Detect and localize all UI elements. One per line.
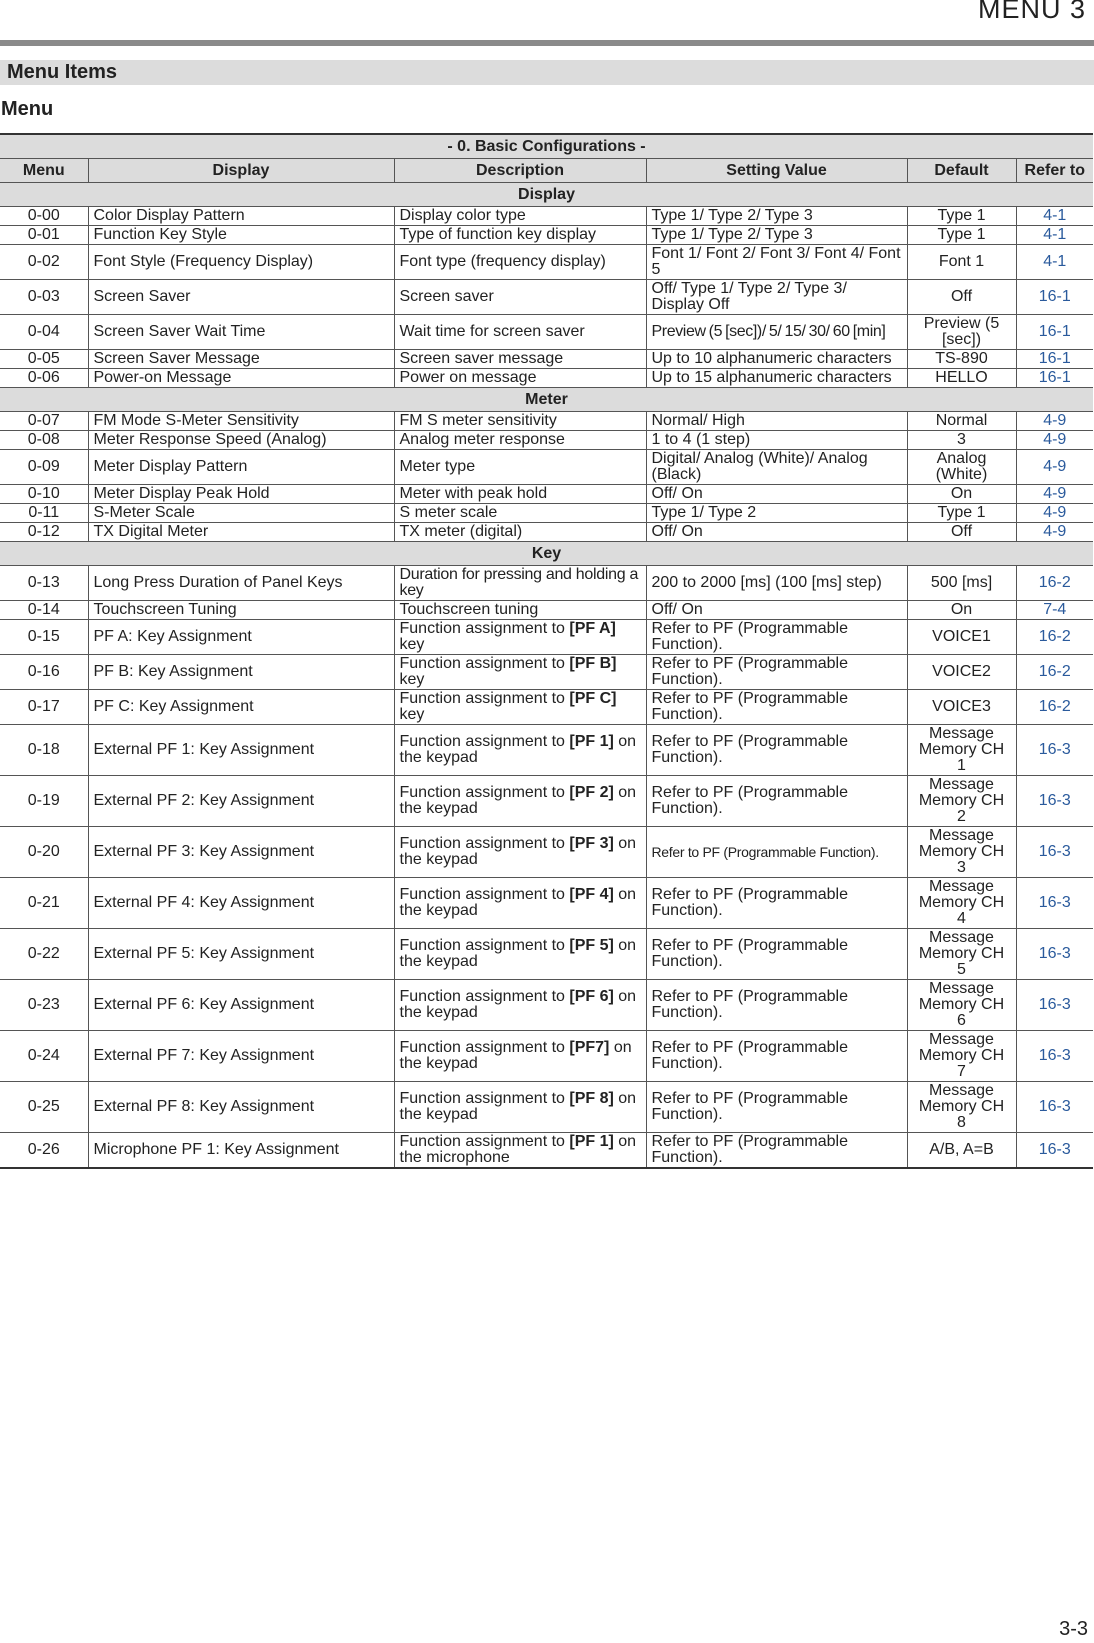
menu-number: 0-12 (0, 523, 88, 542)
table-row (0, 690, 1093, 725)
default-value: TS-890 (907, 350, 1016, 369)
description (394, 655, 646, 690)
default-value: VOICE3 (907, 690, 1016, 725)
table-title: - 0. Basic Configurations - (0, 134, 1093, 159)
refer-to-link[interactable]: 4-9 (1016, 485, 1093, 504)
display-name: External PF 7: Key Assignment (88, 1031, 394, 1082)
description (394, 878, 646, 929)
section-title: Menu Items (7, 61, 118, 83)
description-text: Function assignment to (399, 937, 570, 954)
group-header-row (0, 183, 1093, 207)
menu-number: 0-17 (0, 690, 88, 725)
description-text: Function assignment to (399, 784, 570, 801)
description: Meter with peak hold (394, 485, 646, 504)
refer-to-link[interactable]: 16-3 (1016, 929, 1093, 980)
menu-number: 0-09 (0, 450, 88, 485)
menu-number: 0-23 (0, 980, 88, 1031)
refer-to-link[interactable]: 4-1 (1016, 207, 1093, 226)
key-name: [PF 8] (569, 1090, 614, 1107)
refer-to-link[interactable]: 16-1 (1016, 350, 1093, 369)
description-text: key (399, 706, 425, 723)
default-value: Preview (5 [sec]) (907, 315, 1016, 350)
refer-to-link[interactable]: 16-1 (1016, 369, 1093, 388)
display-name: Touchscreen Tuning (88, 601, 394, 620)
setting-value: Refer to PF (Programmable Function). (646, 1082, 907, 1133)
default-value: On (907, 485, 1016, 504)
table-row (0, 1133, 1093, 1169)
table-row (0, 1031, 1093, 1082)
setting-value: Type 1/ Type 2/ Type 3 (646, 226, 907, 245)
description (394, 1031, 646, 1082)
refer-to-link[interactable]: 16-3 (1016, 1031, 1093, 1082)
menu-number: 0-11 (0, 504, 88, 523)
menu-number: 0-03 (0, 280, 88, 315)
display-name: FM Mode S-Meter Sensitivity (88, 412, 394, 431)
description-text: Function assignment to (399, 733, 570, 750)
display-name: External PF 8: Key Assignment (88, 1082, 394, 1133)
menu-number: 0-19 (0, 776, 88, 827)
description: FM S meter sensitivity (394, 412, 646, 431)
setting-value: Refer to PF (Programmable Function). (646, 655, 907, 690)
group-header: Display (0, 183, 1093, 207)
setting-value: Preview (5 [sec])/ 5/ 15/ 30/ 60 [min] (646, 315, 907, 350)
display-name: S-Meter Scale (88, 504, 394, 523)
menu-number: 0-10 (0, 485, 88, 504)
refer-to-link[interactable]: 16-3 (1016, 776, 1093, 827)
description: Screen saver (394, 280, 646, 315)
key-name: [PF 6] (569, 988, 614, 1005)
table-row (0, 827, 1093, 878)
display-name: PF C: Key Assignment (88, 690, 394, 725)
description-text: Function assignment to (399, 690, 570, 707)
description-text: Function assignment to (399, 655, 570, 672)
table-row (0, 350, 1093, 369)
menu-number: 0-16 (0, 655, 88, 690)
menu-number: 0-24 (0, 1031, 88, 1082)
refer-to-link[interactable]: 16-3 (1016, 878, 1093, 929)
description-text: Function assignment to (399, 835, 570, 852)
display-name: TX Digital Meter (88, 523, 394, 542)
description-text: on the keypad (399, 1090, 637, 1123)
refer-to-link[interactable]: 16-3 (1016, 725, 1093, 776)
default-value: Message Memory CH 3 (907, 827, 1016, 878)
display-name: Power-on Message (88, 369, 394, 388)
setting-value: Normal/ High (646, 412, 907, 431)
menu-number: 0-01 (0, 226, 88, 245)
display-name: Screen Saver Message (88, 350, 394, 369)
table-row (0, 245, 1093, 280)
description-text: on the keypad (399, 733, 637, 766)
refer-to-link[interactable]: 7-4 (1016, 601, 1093, 620)
menu-number: 0-25 (0, 1082, 88, 1133)
description-text: on the keypad (399, 988, 637, 1021)
key-name: [PF 2] (569, 784, 614, 801)
default-value: Message Memory CH 7 (907, 1031, 1016, 1082)
display-name: External PF 6: Key Assignment (88, 980, 394, 1031)
header-rule (0, 40, 1094, 46)
setting-value: Refer to PF (Programmable Function). (646, 980, 907, 1031)
setting-value: Refer to PF (Programmable Function). (646, 725, 907, 776)
default-value: Off (907, 280, 1016, 315)
group-header-row (0, 542, 1093, 566)
default-value: VOICE2 (907, 655, 1016, 690)
refer-to-link[interactable]: 16-3 (1016, 1082, 1093, 1133)
refer-to-link[interactable]: 4-1 (1016, 226, 1093, 245)
description: Power on message (394, 369, 646, 388)
display-name: External PF 3: Key Assignment (88, 827, 394, 878)
description: Display color type (394, 207, 646, 226)
description (394, 725, 646, 776)
description: Duration for pressing and holding a key (394, 566, 646, 601)
default-value: Type 1 (907, 504, 1016, 523)
table-row (0, 280, 1093, 315)
refer-to-link[interactable]: 4-9 (1016, 523, 1093, 542)
menu-number: 0-07 (0, 412, 88, 431)
refer-to-link[interactable]: 16-1 (1016, 315, 1093, 350)
group-header-row (0, 388, 1093, 412)
description (394, 929, 646, 980)
setting-value: Refer to PF (Programmable Function). (646, 827, 907, 878)
menu-number: 0-22 (0, 929, 88, 980)
key-name: [PF 3] (569, 835, 614, 852)
table-title-row (0, 134, 1093, 159)
menu-number: 0-15 (0, 620, 88, 655)
description: Meter type (394, 450, 646, 485)
description-text: Function assignment to (399, 1090, 570, 1107)
description-text: on the keypad (399, 835, 637, 868)
default-value: HELLO (907, 369, 1016, 388)
refer-to-link[interactable]: 16-3 (1016, 827, 1093, 878)
menu-number: 0-14 (0, 601, 88, 620)
menu-number: 0-06 (0, 369, 88, 388)
refer-to-link[interactable]: 16-2 (1016, 690, 1093, 725)
description-text: Function assignment to (399, 620, 570, 637)
key-name: [PF 1] (569, 1133, 614, 1150)
menu-number: 0-08 (0, 431, 88, 450)
display-name: External PF 4: Key Assignment (88, 878, 394, 929)
display-name: Meter Display Peak Hold (88, 485, 394, 504)
refer-to-link[interactable]: 16-2 (1016, 566, 1093, 601)
setting-value: Up to 15 alphanumeric characters (646, 369, 907, 388)
table-row (0, 226, 1093, 245)
table-row (0, 207, 1093, 226)
page-number: 3-3 (1059, 1618, 1088, 1640)
default-value: Type 1 (907, 207, 1016, 226)
display-name: Meter Display Pattern (88, 450, 394, 485)
setting-value: Refer to PF (Programmable Function). (646, 1031, 907, 1082)
description-text: on the keypad (399, 1039, 632, 1072)
refer-to-link[interactable]: 4-9 (1016, 504, 1093, 523)
table-row (0, 504, 1093, 523)
setting-value: 1 to 4 (1 step) (646, 431, 907, 450)
display-name: Microphone PF 1: Key Assignment (88, 1133, 394, 1169)
column-header: Setting Value (646, 159, 907, 183)
display-name: External PF 5: Key Assignment (88, 929, 394, 980)
column-header-row (0, 159, 1093, 183)
chapter-title: MENU 3 (977, 0, 1086, 24)
default-value: Message Memory CH 4 (907, 878, 1016, 929)
display-name: Color Display Pattern (88, 207, 394, 226)
setting-value: 200 to 2000 [ms] (100 [ms] step) (646, 566, 907, 601)
key-name: [PF7] (569, 1039, 610, 1056)
refer-to-link[interactable]: 16-3 (1016, 980, 1093, 1031)
table-row (0, 601, 1093, 620)
menu-number: 0-26 (0, 1133, 88, 1169)
description: Font type (frequency display) (394, 245, 646, 280)
default-value: On (907, 601, 1016, 620)
table-row (0, 980, 1093, 1031)
table-row (0, 450, 1093, 485)
subheading: Menu (1, 98, 54, 120)
description (394, 690, 646, 725)
default-value: Font 1 (907, 245, 1016, 280)
column-header: Display (88, 159, 394, 183)
column-header: Refer to (1016, 159, 1093, 183)
default-value: Message Memory CH 6 (907, 980, 1016, 1031)
refer-to-link[interactable]: 4-9 (1016, 450, 1093, 485)
table-row (0, 929, 1093, 980)
setting-value: Off/ On (646, 485, 907, 504)
description-text: on the keypad (399, 937, 637, 970)
default-value: Message Memory CH 5 (907, 929, 1016, 980)
description: Screen saver message (394, 350, 646, 369)
table-row (0, 315, 1093, 350)
key-name: [PF 5] (569, 937, 614, 954)
table-row (0, 566, 1093, 601)
description: Analog meter response (394, 431, 646, 450)
setting-value: Off/ Type 1/ Type 2/ Type 3/ Display Off (646, 280, 907, 315)
table-row (0, 523, 1093, 542)
display-name: Screen Saver (88, 280, 394, 315)
setting-value: Digital/ Analog (White)/ Analog (Black) (646, 450, 907, 485)
setting-value: Refer to PF (Programmable Function). (646, 690, 907, 725)
display-name: Long Press Duration of Panel Keys (88, 566, 394, 601)
description-text: Function assignment to (399, 1133, 570, 1150)
table-row (0, 431, 1093, 450)
default-value: Message Memory CH 2 (907, 776, 1016, 827)
description (394, 827, 646, 878)
setting-value: Refer to PF (Programmable Function). (646, 620, 907, 655)
description-text: on the microphone (399, 1133, 637, 1166)
default-value: 500 [ms] (907, 566, 1016, 601)
section-bar (0, 60, 1094, 85)
display-name: Screen Saver Wait Time (88, 315, 394, 350)
description (394, 1133, 646, 1169)
description (394, 1082, 646, 1133)
setting-value: Type 1/ Type 2 (646, 504, 907, 523)
table-row (0, 655, 1093, 690)
description-text: Function assignment to (399, 988, 570, 1005)
key-name: [PF 1] (569, 733, 614, 750)
description-text: on the keypad (399, 886, 637, 919)
description (394, 620, 646, 655)
setting-value: Type 1/ Type 2/ Type 3 (646, 207, 907, 226)
group-header: Meter (0, 388, 1093, 412)
default-value: Normal (907, 412, 1016, 431)
group-header: Key (0, 542, 1093, 566)
table-row (0, 485, 1093, 504)
menu-table (0, 133, 1093, 1169)
table-row (0, 725, 1093, 776)
setting-value: Refer to PF (Programmable Function). (646, 929, 907, 980)
setting-value: Off/ On (646, 523, 907, 542)
description-text: on the keypad (399, 784, 637, 817)
description: Type of function key display (394, 226, 646, 245)
table-row (0, 878, 1093, 929)
menu-number: 0-02 (0, 245, 88, 280)
key-name: [PF A] (569, 620, 616, 637)
key-name: [PF 4] (569, 886, 614, 903)
setting-value: Refer to PF (Programmable Function). (646, 878, 907, 929)
display-name: Font Style (Frequency Display) (88, 245, 394, 280)
description-text: key (399, 671, 425, 688)
display-name: Function Key Style (88, 226, 394, 245)
menu-number: 0-05 (0, 350, 88, 369)
description: TX meter (digital) (394, 523, 646, 542)
key-name: [PF B] (569, 655, 617, 672)
default-value: 3 (907, 431, 1016, 450)
default-value: Off (907, 523, 1016, 542)
setting-value: Up to 10 alphanumeric characters (646, 350, 907, 369)
display-name: External PF 1: Key Assignment (88, 725, 394, 776)
setting-value: Refer to PF (Programmable Function). (646, 1133, 907, 1169)
table-row (0, 1082, 1093, 1133)
column-header: Default (907, 159, 1016, 183)
refer-to-link[interactable]: 4-9 (1016, 412, 1093, 431)
table-row (0, 776, 1093, 827)
table-row (0, 369, 1093, 388)
description (394, 776, 646, 827)
display-name: Meter Response Speed (Analog) (88, 431, 394, 450)
description: Touchscreen tuning (394, 601, 646, 620)
default-value: A/B, A=B (907, 1133, 1016, 1169)
column-header: Description (394, 159, 646, 183)
refer-to-link[interactable]: 16-2 (1016, 620, 1093, 655)
menu-number: 0-18 (0, 725, 88, 776)
setting-value: Font 1/ Font 2/ Font 3/ Font 4/ Font 5 (646, 245, 907, 280)
refer-to-link[interactable]: 16-3 (1016, 1133, 1093, 1169)
description-text: Function assignment to (399, 1039, 570, 1056)
display-name: External PF 2: Key Assignment (88, 776, 394, 827)
menu-number: 0-00 (0, 207, 88, 226)
table-row (0, 412, 1093, 431)
menu-number: 0-13 (0, 566, 88, 601)
menu-number: 0-20 (0, 827, 88, 878)
menu-number: 0-21 (0, 878, 88, 929)
default-value: Message Memory CH 1 (907, 725, 1016, 776)
default-value: Type 1 (907, 226, 1016, 245)
refer-to-link[interactable]: 16-1 (1016, 280, 1093, 315)
default-value: Analog (White) (907, 450, 1016, 485)
description: S meter scale (394, 504, 646, 523)
description-text: key (399, 636, 425, 653)
display-name: PF B: Key Assignment (88, 655, 394, 690)
table-row (0, 620, 1093, 655)
default-value: Message Memory CH 8 (907, 1082, 1016, 1133)
setting-value: Refer to PF (Programmable Function). (646, 776, 907, 827)
key-name: [PF C] (569, 690, 617, 707)
description (394, 980, 646, 1031)
default-value: VOICE1 (907, 620, 1016, 655)
column-header: Menu (0, 159, 88, 183)
menu-number: 0-04 (0, 315, 88, 350)
refer-to-link[interactable]: 4-9 (1016, 431, 1093, 450)
description-text: Function assignment to (399, 886, 570, 903)
refer-to-link[interactable]: 16-2 (1016, 655, 1093, 690)
description: Wait time for screen saver (394, 315, 646, 350)
setting-value: Off/ On (646, 601, 907, 620)
refer-to-link[interactable]: 4-1 (1016, 245, 1093, 280)
display-name: PF A: Key Assignment (88, 620, 394, 655)
